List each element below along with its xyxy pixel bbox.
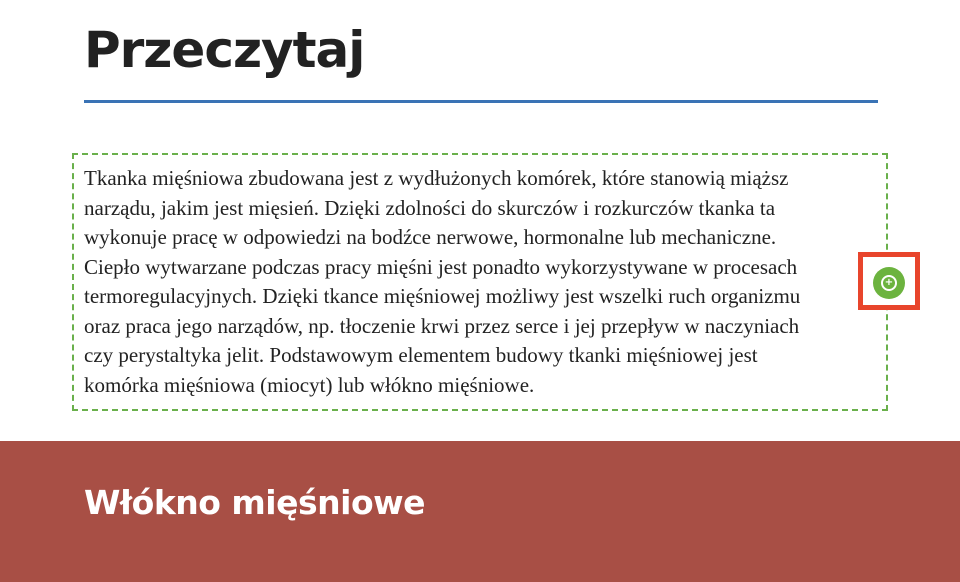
section-banner (0, 441, 960, 582)
reading-line: termoregulacyjnych. Dzięki tkance mięśniowej możliwy jest wszelki ruch organizmu (84, 284, 801, 308)
title-divider (84, 100, 878, 103)
plus-icon: + (881, 275, 897, 291)
reading-line: narządu, jakim jest mięsień. Dzięki zdolności do skurczów i rozkurczów tkanka ta (84, 195, 776, 220)
section-title: Włókno mięśniowe (84, 483, 425, 522)
reading-line: oraz praca jego narządów, np. tłoczenie krwi przez serce i jej przepływ w naczyniach (84, 313, 800, 338)
reading-line: komórka mięśniowa (miocyt) lub włókno mięśniowe. (84, 372, 535, 397)
page-title: Przeczytaj (84, 21, 365, 79)
reading-line: wykonuje pracę w odpowiedzi na bodźce nerwowe, hormonalne lub mechaniczne. (84, 225, 777, 249)
reading-line: Tkanka mięśniowa zbudowana jest z wydłużonych komórek, które stanowią miąższ (84, 166, 789, 190)
reading-line: czy perystaltyka jelit. Podstawowym elementem budowy tkanki mięśniowej jest (84, 343, 758, 367)
plus-circle-icon[interactable] (873, 267, 905, 299)
expand-button[interactable] (858, 252, 920, 310)
reading-line: Ciepło wytwarzane podczas pracy mięśni jest ponadto wykorzystywane w procesach (84, 254, 798, 279)
reading-text (84, 164, 874, 400)
